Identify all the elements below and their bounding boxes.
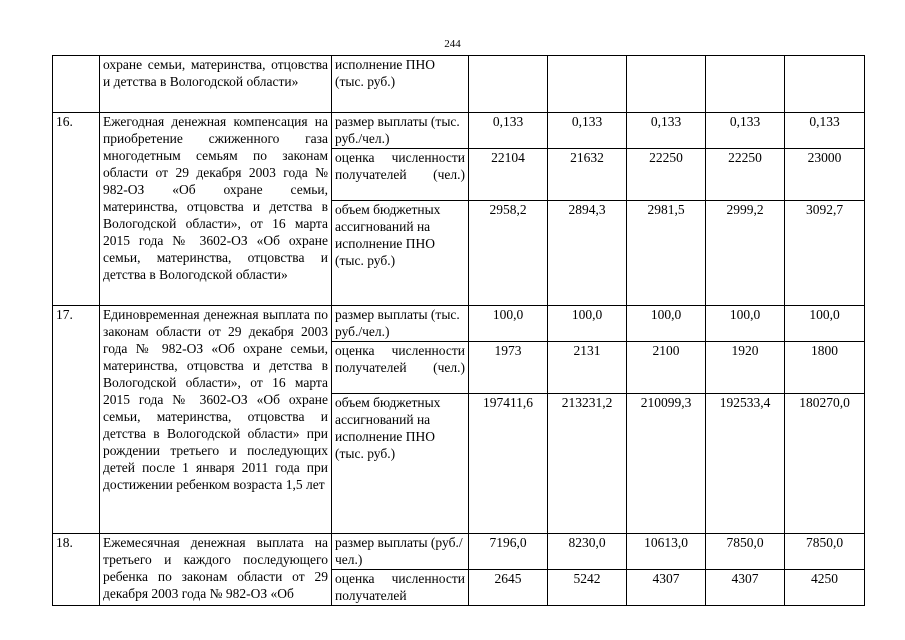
page-number: 244 [444,38,461,50]
value-cell: 0,133 [548,113,627,149]
value-cell: 2981,5 [627,201,706,306]
row-number-cell: 16. [53,113,100,306]
value-cell: 1920 [706,342,785,394]
value-cell: 4307 [706,570,785,606]
indicator-cell: объем бюджетных ассигнований на исполнение ПНО (тыс. руб.) [332,201,469,306]
row-number-cell: 17. [53,306,100,534]
value-cell: 3092,7 [785,201,865,306]
measure-name-cell: Ежегодная денежная компенсация на приобретение сжиженного газа многодетным семьям по законам области от 29 декабря 2003 года № 982-ОЗ «Об охране семьи, материнства, отцовства и детства в Вологодской области», от 16 марта 2015 года № 3602-ОЗ «Об охране семьи, материнства, отцовства и детства в Вологодской области» [100,113,332,306]
value-cell: 7850,0 [785,534,865,570]
value-cell: 100,0 [469,306,548,342]
value-cell: 0,133 [469,113,548,149]
value-cell: 7196,0 [469,534,548,570]
value-cell: 21632 [548,149,627,201]
value-cell: 0,133 [706,113,785,149]
value-cell: 2894,3 [548,201,627,306]
value-cell: 100,0 [548,306,627,342]
value-cell: 2645 [469,570,548,606]
measure-name-cell: Единовременная денежная выплата по законам области от 29 декабря 2003 года № 982-ОЗ «Об охране семьи, материнства, отцовства и детства в Вологодской области», от 16 марта 2015 года № 3602-ОЗ «Об охране семьи, материнства, отцовства и детства в Вологодской области» при рождении третьего и последующих детей после 1 января 2011 года при достижении ребенком возраста 1,5 лет [100,306,332,534]
table-row [53,113,865,149]
indicator-cell: размер выплаты (тыс. руб./чел.) [332,306,469,342]
value-cell: 2958,2 [469,201,548,306]
row-number-cell [53,56,100,113]
table-row-continuation [53,56,865,113]
value-cell [469,56,548,113]
indicator-cell: исполнение ПНО (тыс. руб.) [332,56,469,113]
value-cell: 180270,0 [785,394,865,534]
value-cell [627,56,706,113]
budget-table [52,55,865,606]
value-cell: 10613,0 [627,534,706,570]
value-cell: 213231,2 [548,394,627,534]
value-cell: 7850,0 [706,534,785,570]
value-cell [548,56,627,113]
value-cell: 4307 [627,570,706,606]
value-cell: 100,0 [785,306,865,342]
indicator-cell: оценка численности получателей (чел.) [332,149,469,201]
value-cell: 1973 [469,342,548,394]
indicator-cell: оценка численности получателей (чел.) [332,342,469,394]
value-cell: 0,133 [785,113,865,149]
indicator-cell: размер выплаты (руб./чел.) [332,534,469,570]
value-cell: 100,0 [706,306,785,342]
value-cell: 4250 [785,570,865,606]
value-cell: 192533,4 [706,394,785,534]
value-cell: 1800 [785,342,865,394]
value-cell: 22250 [706,149,785,201]
value-cell: 197411,6 [469,394,548,534]
value-cell: 210099,3 [627,394,706,534]
value-cell [785,56,865,113]
indicator-cell: оценка численности получателей [332,570,469,606]
value-cell: 2999,2 [706,201,785,306]
table-row [53,534,865,570]
table-row [53,306,865,342]
value-cell: 5242 [548,570,627,606]
value-cell: 22250 [627,149,706,201]
measure-name-cell: охране семьи, материнства, отцовства и детства в Вологодской области» [100,56,332,113]
value-cell: 8230,0 [548,534,627,570]
value-cell: 22104 [469,149,548,201]
value-cell: 2100 [627,342,706,394]
value-cell [706,56,785,113]
value-cell: 23000 [785,149,865,201]
indicator-cell: размер выплаты (тыс. руб./чел.) [332,113,469,149]
value-cell: 2131 [548,342,627,394]
value-cell: 0,133 [627,113,706,149]
indicator-cell: объем бюджетных ассигнований на исполнение ПНО (тыс. руб.) [332,394,469,534]
row-number-cell: 18. [53,534,100,606]
value-cell: 100,0 [627,306,706,342]
measure-name-cell: Ежемесячная денежная выплата на третьего и каждого последующего ребенка по законам области от 29 декабря 2003 года № 982-ОЗ «Об [100,534,332,606]
